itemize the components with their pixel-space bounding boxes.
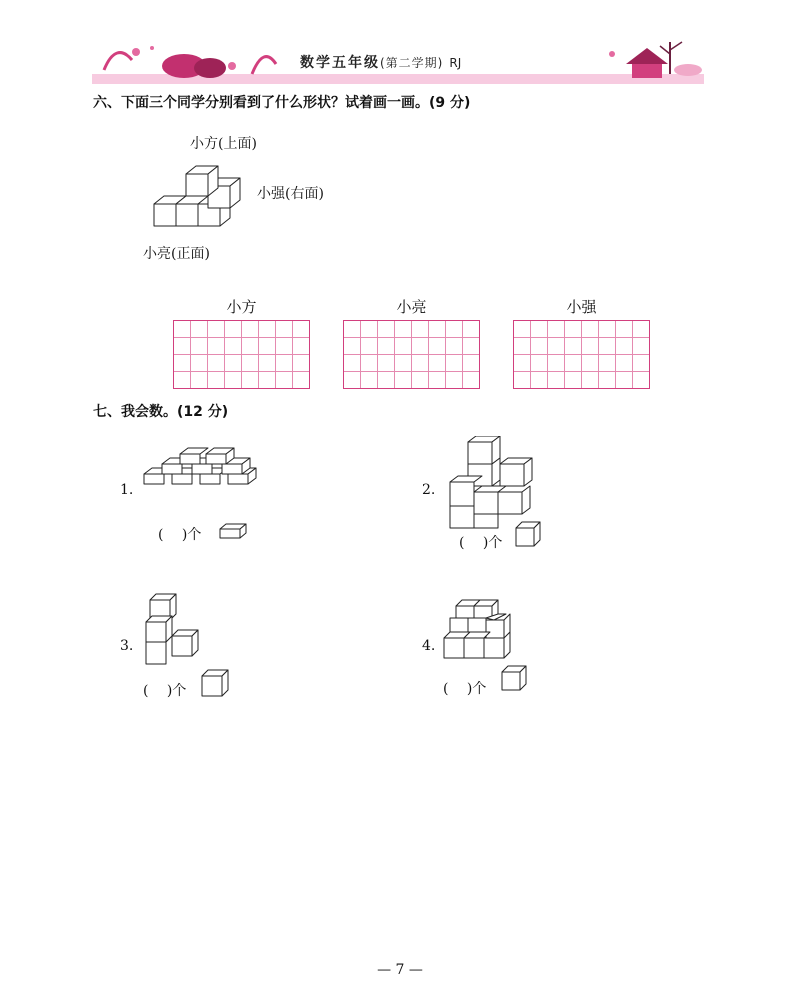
- cube-stack-figure-4: [442, 598, 514, 662]
- unit-cube-icon: [514, 520, 542, 548]
- cube-figure-views: [150, 160, 250, 230]
- grid-label-xiaoqiang: 小强: [566, 298, 597, 316]
- cube: [186, 166, 218, 196]
- cube-stack-figure-3: [142, 592, 202, 666]
- header-title: [300, 52, 461, 72]
- drawing-grid-xiaoqiang[interactable]: [513, 320, 650, 389]
- house-tree-decoration-icon: [609, 42, 702, 78]
- cube-pyramid-figure-1: [140, 446, 274, 488]
- view-label-top: 小方(上面): [190, 136, 257, 152]
- grid-label-xiaofang: 小方: [226, 298, 257, 316]
- page-number: — 7 —: [377, 962, 423, 978]
- view-label-front: 小亮(正面): [143, 246, 210, 262]
- semester-label: (第二学期): [380, 56, 444, 70]
- unit-cube-icon: [500, 664, 530, 692]
- answer-blank-2[interactable]: ( )个: [459, 535, 503, 551]
- item-number-1: 1.: [120, 482, 134, 498]
- view-label-right: 小强(右面): [257, 186, 324, 202]
- item-number-4: 4.: [422, 638, 436, 654]
- unit-cube-icon: [200, 668, 230, 698]
- drawing-grid-xiaoliang[interactable]: [343, 320, 480, 389]
- cube-stack-figure-2: [446, 436, 544, 530]
- grid-label-xiaoliang: 小亮: [396, 298, 427, 316]
- edition-label: RJ: [449, 56, 462, 70]
- item-number-2: 2.: [422, 482, 436, 498]
- unit-cuboid-icon: [218, 522, 248, 540]
- answer-blank-4[interactable]: ( )个: [443, 681, 487, 697]
- section7-heading: 七、我会数。(12 分): [93, 404, 229, 420]
- book-title: 数学五年级: [300, 55, 380, 71]
- flower-decoration-icon: [104, 46, 276, 78]
- answer-blank-1[interactable]: ( )个: [158, 527, 202, 543]
- section6-heading: 六、下面三个同学分别看到了什么形状？试着画一画。(9 分): [93, 95, 471, 111]
- drawing-grid-xiaofang[interactable]: [173, 320, 310, 389]
- item-number-3: 3.: [120, 638, 134, 654]
- answer-blank-3[interactable]: ( )个: [143, 683, 187, 699]
